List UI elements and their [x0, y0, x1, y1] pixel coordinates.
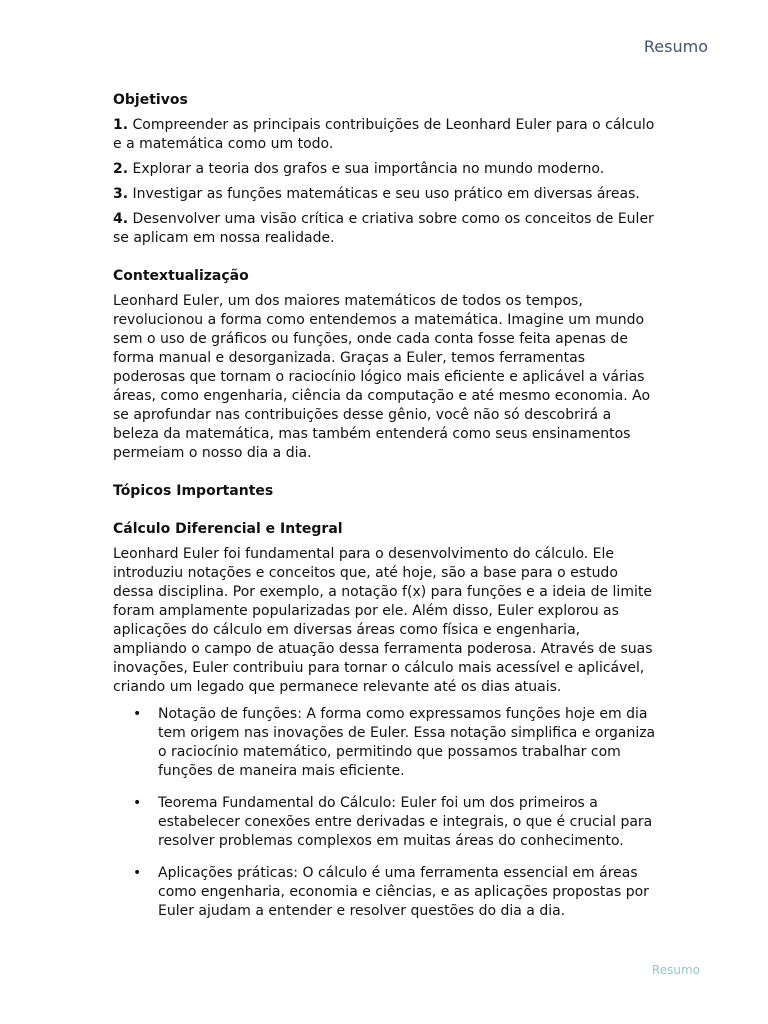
objective-text: Investigar as funções matemáticas e seu uso prático em diversas áreas. [132, 186, 640, 202]
objective-text: Desenvolver uma visão crítica e criativa sobre como os conceitos de Euler se aplicam em nossa realidade. [113, 211, 654, 246]
objective-number: 3. [113, 186, 129, 202]
section-spacer [113, 507, 658, 520]
footer-label: Resumo [651, 963, 700, 977]
objective-item-1 [113, 116, 658, 154]
list-item [113, 705, 658, 781]
objective-number: 1. [113, 117, 129, 133]
objective-text: Compreender as principais contribuições de Leonhard Euler para o cálculo e a matemática como um todo. [113, 117, 655, 152]
calculus-bullet-list [113, 705, 658, 921]
objective-item-3 [113, 185, 658, 204]
list-item [113, 864, 658, 921]
objective-item-4 [113, 210, 658, 248]
document-body [113, 91, 658, 934]
context-heading: Contextualização [113, 268, 249, 284]
section-spacer [113, 469, 658, 482]
topics-heading: Tópicos Importantes [113, 483, 274, 499]
bullet-text: Aplicações práticas: O cálculo é uma ferramenta essencial em áreas como engenharia, economia e ciências, e as aplicações propostas por Euler ajudam a entender e resolver questões do dia a dia. [158, 865, 649, 919]
list-item [113, 794, 658, 851]
calculus-subheading: Cálculo Diferencial e Integral [113, 521, 343, 537]
objectives-heading: Objetivos [113, 92, 188, 108]
bullet-icon: • [133, 865, 142, 881]
bullet-icon: • [133, 795, 142, 811]
section-spacer [113, 254, 658, 267]
header-title: Resumo [643, 37, 708, 56]
objective-item-2 [113, 160, 658, 179]
bullet-text: Notação de funções: A forma como expressamos funções hoje em dia tem origem nas inovações de Euler. Essa notação simplifica e organiza o raciocínio matemático, permitindo que possamos trabalhar com funções de maneira mais eficiente. [158, 706, 656, 779]
calculus-paragraph: Leonhard Euler foi fundamental para o desenvolvimento do cálculo. Ele introduziu notações e conceitos que, até hoje, são a base para o estudo dessa disciplina. Por exemplo, a notação f(x) para funções e a ideia de limite foram amplamente popularizadas por ele. Além disso, Euler explorou as aplicações do cálculo em diversas áreas como física e engenharia, ampliando o campo de atuação dessa ferramenta poderosa. Através de suas inovações, Euler contribuiu para tornar o cálculo mais acessível e aplicável, criando um legado que permanece relevante até os dias atuais. [113, 546, 653, 695]
objective-number: 4. [113, 211, 129, 227]
bullet-icon: • [133, 706, 142, 722]
objective-text: Explorar a teoria dos grafos e sua importância no mundo moderno. [132, 161, 605, 177]
objective-number: 2. [113, 161, 129, 177]
bullet-text: Teorema Fundamental do Cálculo: Euler foi um dos primeiros a estabelecer conexões entre derivadas e integrais, o que é crucial para resolver problemas complexos em muitas áreas do conhecimento. [158, 795, 653, 849]
context-paragraph: Leonhard Euler, um dos maiores matemáticos de todos os tempos, revolucionou a forma como entendemos a matemática. Imagine um mundo sem o uso de gráficos ou funções, onde cada conta fosse feita apenas de forma manual e desorganizada. Graças a Euler, temos ferramentas poderosas que tornam o raciocínio lógico mais eficiente e aplicável a várias áreas, como engenharia, ciência da computação e até mesmo economia. Ao se aprofundar nas contribuições desse gênio, você não só descobrirá a beleza da matemática, mas também entenderá como seus ensinamentos permeiam o nosso dia a dia. [113, 293, 651, 461]
